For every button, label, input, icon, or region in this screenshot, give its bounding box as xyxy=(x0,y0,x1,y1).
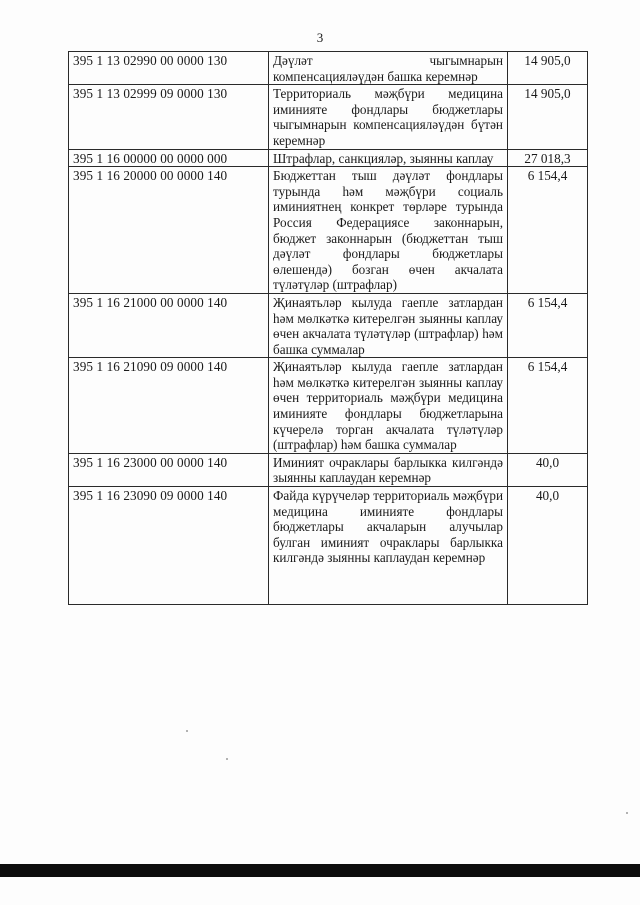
table-row xyxy=(69,293,588,357)
table-row xyxy=(69,149,588,167)
scan-speck xyxy=(186,730,188,732)
revenue-name: Җинаятьләр кылуда гаепле затлардан һәм мөлкәткә китерелгән зыянны каплау өчен территориаль мәҗбүри медицина иминияте фондлары бюджетларына күчерелә торган акчалата түләтүләр (штрафлар) һәм башка суммалар xyxy=(269,358,508,454)
revenue-name: Файда күрүчеләр территориаль мәҗбүри медицина иминияте фондлары бюджетлары акчаларын алучылар булган иминият очраклары барлыкка килгәндә зыянны каплаудан керемнәр xyxy=(269,487,508,605)
table-row xyxy=(69,52,588,85)
amount: 6 154,4 xyxy=(508,167,588,294)
budget-code: 395 1 16 23090 09 0000 140 xyxy=(69,487,269,605)
budget-code: 395 1 16 00000 00 0000 000 xyxy=(69,149,269,167)
budget-revenue-table xyxy=(68,51,588,605)
page-number: 3 xyxy=(316,30,324,45)
revenue-name: Җинаятьләр кылуда гаепле затлардан һәм мөлкәткә китерелгән зыянны каплау өчен акчалата түләтүләр (штрафлар) һәм башка суммалар xyxy=(269,293,508,357)
amount: 27 018,3 xyxy=(508,149,588,167)
budget-code: 395 1 16 20000 00 0000 140 xyxy=(69,167,269,294)
table-row xyxy=(69,85,588,149)
revenue-name: Штрафлар, санкцияләр, зыянны каплау xyxy=(269,149,508,167)
scan-speck xyxy=(626,812,628,814)
table-row xyxy=(69,453,588,486)
budget-code: 395 1 16 21090 09 0000 140 xyxy=(69,358,269,454)
revenue-name: Дәүләт чыгымнарын компенсацияләүдән башка керемнәр xyxy=(269,52,508,85)
amount: 6 154,4 xyxy=(508,293,588,357)
table-row xyxy=(69,358,588,454)
budget-code: 395 1 16 21000 00 0000 140 xyxy=(69,293,269,357)
scan-edge-bar xyxy=(0,864,640,877)
scan-speck xyxy=(226,758,228,760)
budget-code: 395 1 16 23000 00 0000 140 xyxy=(69,453,269,486)
table-row xyxy=(69,487,588,605)
amount: 6 154,4 xyxy=(508,358,588,454)
budget-code: 395 1 13 02999 09 0000 130 xyxy=(69,85,269,149)
budget-code: 395 1 13 02990 00 0000 130 xyxy=(69,52,269,85)
amount: 14 905,0 xyxy=(508,52,588,85)
revenue-name: Иминият очраклары барлыкка килгәндә зыянны каплаудан керемнәр xyxy=(269,453,508,486)
amount: 40,0 xyxy=(508,487,588,605)
amount: 14 905,0 xyxy=(508,85,588,149)
revenue-name: Бюджеттан тыш дәүләт фондлары турында һәм мәҗбүри социаль иминиятнең конкрет төрләре турында Россия Федерациясе законнарын, бюджет законнарын (бюджеттан тыш дәүләт фондлары бюджетлары өлешендә) бозган өчен акчалата түләтүләр (штрафлар) xyxy=(269,167,508,294)
table-row xyxy=(69,167,588,294)
amount: 40,0 xyxy=(508,453,588,486)
revenue-name: Территориаль мәҗбүри медицина иминияте фондлары бюджетлары чыгымнарын компенсацияләүдән бүтән керемнәр xyxy=(269,85,508,149)
